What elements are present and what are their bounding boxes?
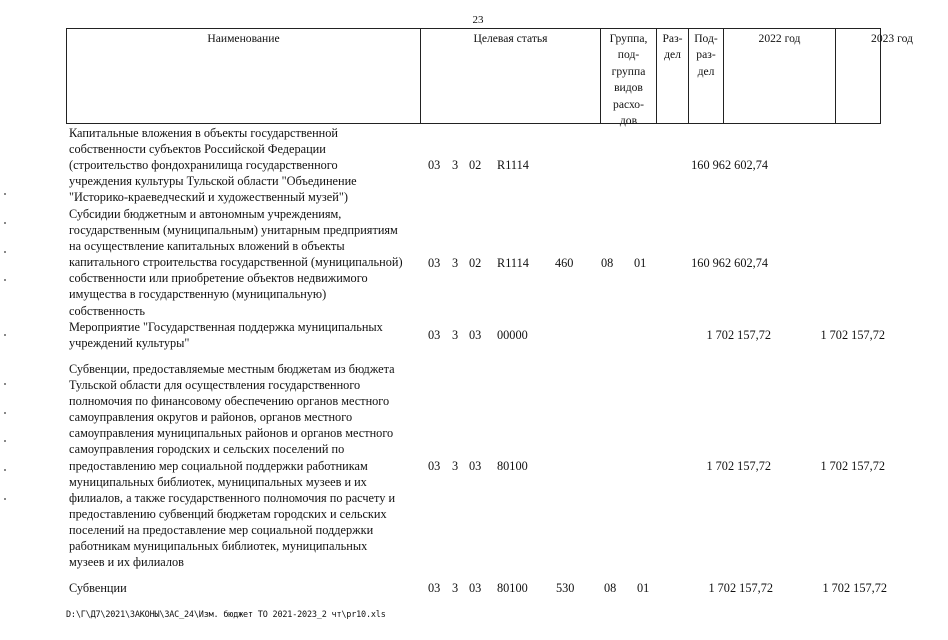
code-group: 460: [555, 256, 574, 270]
code-subprogram: 3: [452, 459, 459, 473]
page-number: 23: [472, 14, 484, 26]
code-event: 02: [469, 158, 482, 172]
code-program: 03: [428, 256, 441, 270]
code-section: 08: [604, 581, 617, 595]
code-section: 08: [601, 256, 614, 270]
code-program: 03: [428, 459, 441, 473]
code-direction: 00000: [497, 328, 528, 342]
header-name: Наименование: [67, 29, 421, 123]
row-name: Субвенции, предоставляемые местным бюджетам из бюджета Тульской области для осуществления государственного полномочия по финансовому обеспечению органов местного самоуправления округов и районов, органов местного самоуправления муниципальных районов и органов местного самоуправления городских и сельских поселений по предоставлению мер социальной поддержки работникам муниципальных библиотек, муниципальных музеев и их филиалов, а также государственного полномочия по расчету и предоставлению субвенций бюджетам городских и сельских поселений на предоставление мер социальной поддержки работникам муниципальных библиотек, муниципальных музеев и их филиалов: [69, 362, 396, 570]
code-event: 03: [469, 459, 482, 473]
amount-2022: 1 702 157,72: [708, 581, 773, 595]
code-program: 03: [428, 158, 441, 172]
amount-2022: 160 962 602,74: [691, 256, 768, 270]
code-subsection: 01: [634, 256, 647, 270]
amount-2022: 160 962 602,74: [691, 158, 768, 172]
file-path-footer: D:\Г\Д7\2021\ЗАКОНЫ\ЗАС_24\Изм. бюджет ТО 2021-2023_2 чт\pr10.xls: [66, 610, 386, 620]
header-2023: 2023 год: [871, 32, 913, 45]
amount-2023: 1 702 157,72: [820, 459, 885, 473]
code-group: 530: [556, 581, 575, 595]
header-target: Целевая статья: [421, 29, 601, 123]
code-subprogram: 3: [452, 581, 459, 595]
row-name: Капитальные вложения в объекты государственной собственности субъектов Российской Федерации (строительство фондохранилища государственного учреждения культуры Тульской области "Объединение "Историко-краеведческий и художественный музей"): [69, 126, 357, 205]
amount-2023: 1 702 157,72: [820, 328, 885, 342]
code-subprogram: 3: [452, 328, 459, 342]
amount-2022: 1 702 157,72: [706, 328, 771, 342]
code-event: 03: [469, 581, 482, 595]
row-name: Мероприятие "Государственная поддержка муниципальных учреждений культуры": [69, 320, 383, 351]
amount-2022: 1 702 157,72: [706, 459, 771, 473]
header-section: Раз- дел: [657, 29, 689, 123]
row-name: Субвенции: [69, 581, 127, 595]
header-2022: 2022 год: [724, 29, 836, 123]
code-direction: R1114: [497, 256, 529, 270]
code-subprogram: 3: [452, 256, 459, 270]
code-event: 03: [469, 328, 482, 342]
code-event: 02: [469, 256, 482, 270]
code-direction: 80100: [497, 581, 528, 595]
row-name: Субсидии бюджетным и автономным учреждениям, государственным (муниципальным) унитарным предприятиям на осуществление капитальных вложений в объекты капитального строительства государственной (муниципальной) собственности или приобретение объектов недвижимого имущества в государственную (муниципальную) собственность: [69, 207, 403, 318]
code-program: 03: [428, 328, 441, 342]
code-direction: R1114: [497, 158, 529, 172]
code-direction: 80100: [497, 459, 528, 473]
code-subprogram: 3: [452, 158, 459, 172]
amount-2023: 1 702 157,72: [822, 581, 887, 595]
code-program: 03: [428, 581, 441, 595]
code-subsection: 01: [637, 581, 650, 595]
header-group: Группа, под- группа видов расхо- дов: [601, 29, 657, 123]
header-subsection: Под- раз- дел: [689, 29, 724, 123]
